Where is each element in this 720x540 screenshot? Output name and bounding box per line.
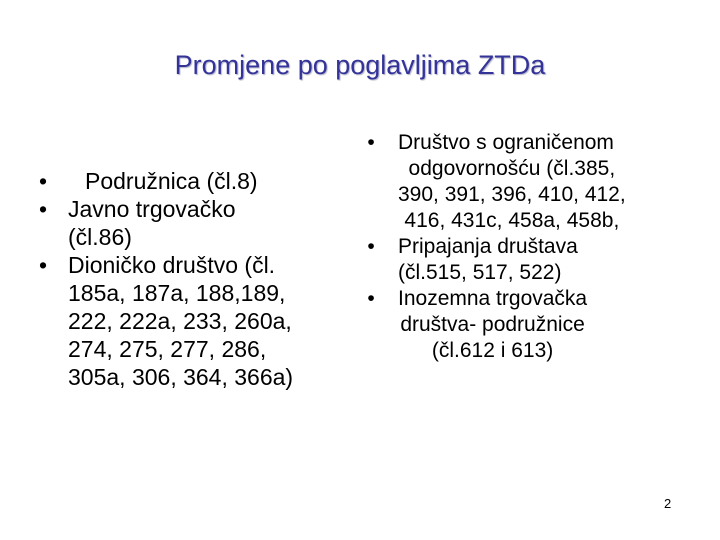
list-item-line: Podružnica (čl.8): [85, 168, 258, 194]
bullet-icon: •: [367, 235, 375, 258]
list-item-line: 274, 275, 277, 286,: [68, 336, 267, 362]
list-item-line: 416, 431c, 458a, 458b,: [404, 209, 620, 232]
list-item-drustvo-s-ogranicenom: [361, 130, 626, 234]
slide-title: Promjene po poglavljima ZTDa: [174, 50, 546, 80]
bullet-icon: •: [38, 252, 48, 278]
list-item-line: 185a, 187a, 188,189,: [68, 280, 286, 306]
list-item-line: Pripajanja društava: [398, 235, 578, 258]
list-item-line: Dioničko društvo (čl.: [68, 252, 276, 278]
list-item-line: (čl.515, 517, 522): [398, 261, 562, 284]
list-item-line: (čl.86): [68, 224, 132, 250]
list-item-podruznica: [33, 167, 293, 195]
list-item-javno-trgovacko: [33, 195, 293, 251]
list-item-line: 390, 391, 396, 410, 412,: [398, 183, 626, 206]
list-item-line: (čl.612 i 613): [431, 339, 554, 362]
list-item-line: Inozemna trgovačka: [398, 287, 588, 310]
list-item-dionicko-drustvo: [33, 251, 293, 391]
list-item-line: Društvo s ograničenom: [398, 131, 614, 154]
list-item-line: 222, 222a, 233, 260a,: [68, 308, 292, 334]
bullet-icon: •: [367, 131, 375, 154]
list-item-pripajanja: [361, 234, 626, 286]
list-item-line: Javno trgovačko: [68, 196, 236, 222]
list-item-line: 305a, 306, 364, 366a): [68, 364, 294, 390]
left-bullet-list: [33, 167, 293, 391]
bullet-icon: •: [38, 168, 48, 194]
list-item-line: odgovornošću (čl.385,: [408, 157, 616, 180]
bullet-icon: •: [367, 287, 375, 310]
list-item-inozemna: [361, 286, 626, 364]
bullet-icon: •: [38, 196, 48, 222]
list-item-line: društva- podružnice: [400, 313, 585, 336]
right-bullet-list: [361, 130, 626, 364]
page-number: 2: [664, 496, 672, 511]
